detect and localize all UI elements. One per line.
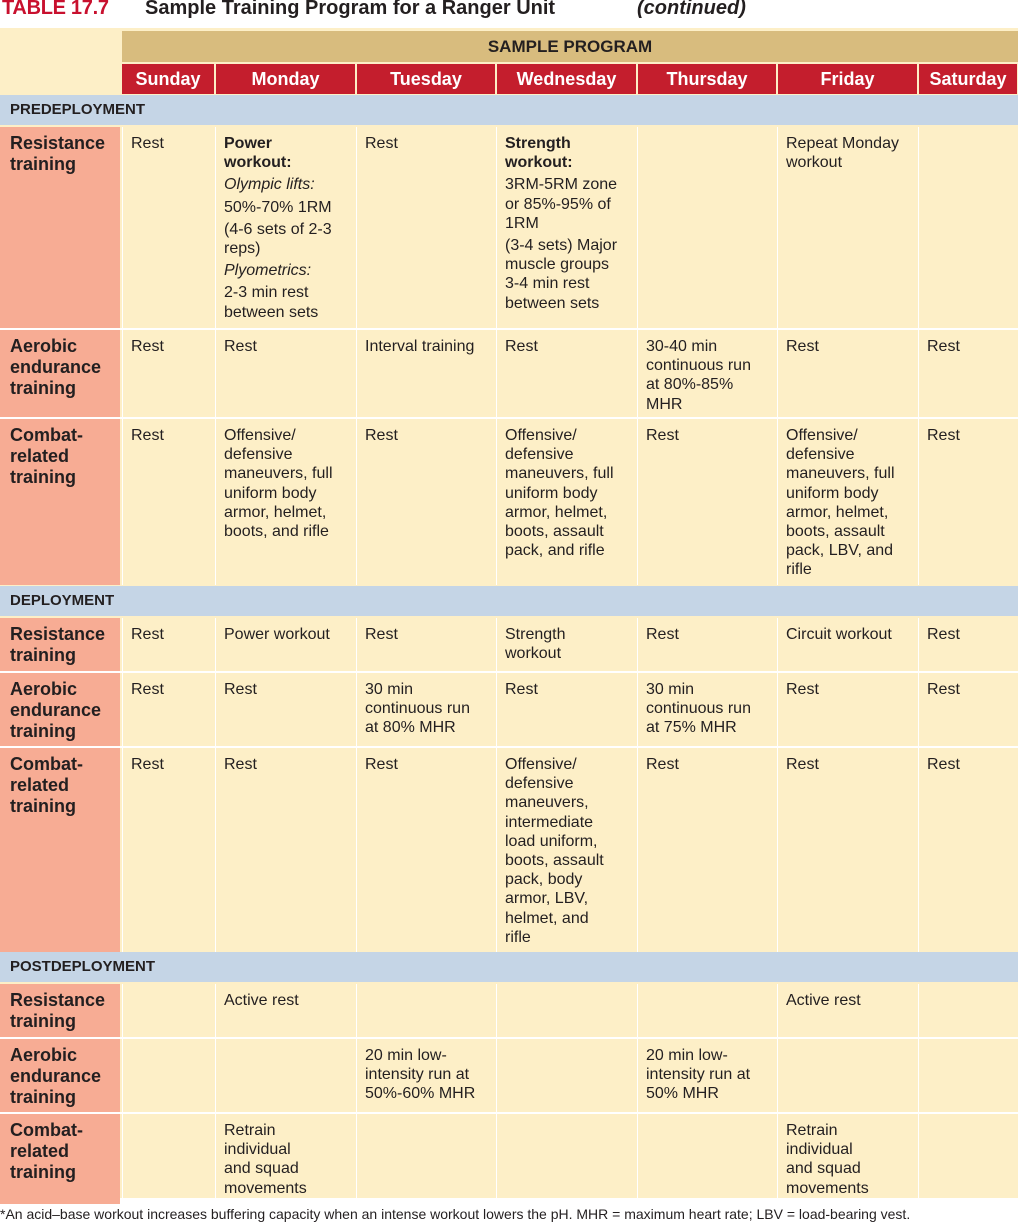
schedule-cell-sunday [131,426,212,448]
row-label-text: Combat- related training [10,754,83,816]
column-divider [496,1114,497,1204]
column-divider [356,330,357,417]
day-header-friday: Friday [778,64,917,94]
schedule-cell-friday [786,337,915,359]
schedule-cell-tuesday [365,337,493,359]
cell-text: Rest [365,756,398,773]
schedule-cell-saturday [927,755,1015,777]
column-divider [356,1039,357,1112]
row-divider [0,1112,1018,1114]
cell-text: Rest [365,427,398,444]
day-header-thursday: Thursday [638,64,776,94]
cell-text: Rest [131,338,164,355]
column-divider [215,330,216,417]
footnote: *An acid–base workout increases buffering capacity when an intense workout lowers the pH. MHR = maximum heart rate; LBV = load-bearing vest. [0,1206,911,1222]
day-header-wednesday: Wednesday [497,64,636,94]
column-divider [777,1039,778,1112]
schedule-cell-wednesday [505,755,634,950]
cell-text: Offensive/ defensive maneuvers, full uniform body armor, helmet, boots, assault pack, and rifle [505,427,614,560]
cell-text: Rest [927,756,960,773]
schedule-cell-thursday [646,755,774,777]
schedule-cell-tuesday [365,426,493,448]
cell-text: Rest [131,626,164,643]
cell-text: 20 min low- intensity run at 50%-60% MHR [365,1047,476,1103]
column-divider [637,419,638,585]
column-divider [122,984,123,1037]
schedule-cell-sunday [131,625,212,647]
column-divider [918,1039,919,1112]
column-divider [496,673,497,746]
day-header-saturday: Saturday [919,64,1017,94]
schedule-cell-tuesday [365,680,493,741]
schedule-cell-friday [786,625,915,647]
schedule-cell-tuesday [365,134,493,156]
schedule-cell-tuesday [365,625,493,647]
column-divider [122,1039,123,1112]
row-label-resistance [0,127,120,328]
column-divider [215,673,216,746]
row-label-text: Aerobic endurance training [10,679,102,741]
row-divider [0,1037,1018,1039]
cell-text: Rest [131,681,164,698]
cell-text: Rest [365,135,398,152]
cell-text: Rest [927,338,960,355]
column-divider [918,127,919,328]
schedule-cell-friday [786,426,915,583]
column-divider [777,330,778,417]
column-divider [777,673,778,746]
cell-text: Rest [927,681,960,698]
row-label-text: Aerobic endurance training [10,336,102,398]
column-divider [637,1114,638,1204]
column-divider [777,618,778,671]
column-divider [496,618,497,671]
schedule-cell-wednesday [505,625,634,666]
schedule-cell-monday [224,1121,353,1201]
column-divider [918,618,919,671]
column-divider [637,1039,638,1112]
column-divider [122,127,123,328]
column-divider [918,673,919,746]
cell-text: Rest [131,756,164,773]
row-label-text: Combat- related training [10,1120,83,1182]
row-label-text: Aerobic endurance training [10,1045,102,1107]
row-label-text: Resistance training [10,133,106,174]
column-divider [356,748,357,953]
column-divider [918,748,919,953]
column-divider [356,127,357,328]
table-number: TABLE 17.7 [2,0,109,19]
cell-text: Rest [131,135,164,152]
row-label-aerobic [0,330,120,417]
column-divider [122,419,123,585]
column-divider [215,748,216,953]
column-divider [918,984,919,1037]
row-label-text: Resistance training [10,990,106,1031]
cell-text: Rest [786,756,819,773]
schedule-cell-sunday [131,680,212,702]
schedule-cell-friday [786,1121,915,1201]
column-divider [215,1039,216,1112]
cell-text: Rest [646,756,679,773]
sample-program-header: SAMPLE PROGRAM [122,31,1018,62]
schedule-cell-tuesday [365,755,493,777]
column-divider [215,127,216,328]
column-divider [215,1114,216,1204]
column-divider [637,984,638,1037]
row-divider [0,328,1018,330]
schedule-cell-sunday [131,337,212,359]
cell-text: Rest [927,427,960,444]
schedule-cell-friday [786,680,915,702]
cell-text: Power workout: [224,135,292,172]
column-divider [637,618,638,671]
schedule-cell-monday [224,134,353,325]
column-divider [777,127,778,328]
cell-text: 30-40 min continuous run at 80%-85% MHR [646,338,751,413]
schedule-cell-thursday [646,625,774,647]
column-divider [496,127,497,328]
column-divider [496,330,497,417]
cell-text: 50%-70% 1RM [224,198,332,216]
cell-text: 2-3 min rest between sets [224,284,319,321]
schedule-cell-saturday [927,625,1015,647]
schedule-cell-wednesday [505,426,634,563]
cell-text: Offensive/ defensive maneuvers, full uniform body armor, helmet, boots, and rifle [224,427,333,541]
cell-text: Rest [131,427,164,444]
schedule-cell-monday [224,426,353,544]
cell-text: 3RM-5RM zone or 85%-95% of 1RM [505,176,618,232]
table-title [0,0,1018,26]
cell-text: Rest [505,681,538,698]
cell-text: Power workout [224,626,330,643]
row-label-combat [0,748,120,953]
cell-text: 30 min continuous run at 80% MHR [365,681,470,737]
cell-text: Rest [927,626,960,643]
cell-text: Retrain individual and squad movements [786,1122,869,1197]
cell-text: Repeat Monday workout [786,135,899,172]
row-divider [0,746,1018,748]
section-title: PREDEPLOYMENT [10,101,146,118]
cell-text: Olympic lifts: [224,176,315,194]
column-divider [215,419,216,585]
schedule-cell-thursday [646,337,774,417]
cell-text: Rest [646,626,679,643]
row-label-combat [0,419,120,585]
schedule-cell-friday [786,991,915,1013]
schedule-cell-saturday [927,426,1015,448]
cell-text: Rest [224,338,257,355]
column-divider [356,984,357,1037]
schedule-cell-friday [786,755,915,777]
cell-text: Rest [646,427,679,444]
cell-text: Rest [505,338,538,355]
table-caption: Sample Training Program for a Ranger Unit [145,0,556,19]
column-divider [122,330,123,417]
schedule-cell-thursday [646,680,774,741]
column-divider [777,419,778,585]
row-label-text: Resistance training [10,624,106,665]
row-label-combat [0,1114,120,1204]
column-divider [637,748,638,953]
column-divider [496,1039,497,1112]
row-label-resistance [0,618,120,671]
schedule-cell-monday [224,337,353,359]
schedule-cell-wednesday [505,134,634,316]
schedule-cell-wednesday [505,337,634,359]
column-divider [122,1114,123,1204]
column-divider [496,984,497,1037]
cell-text: Rest [365,626,398,643]
cell-text: Offensive/ defensive maneuvers, intermediate load uniform, boots, assault pack, body armor, LBV, helmet, and rifle [505,756,604,946]
cell-text: Rest [786,338,819,355]
column-divider [496,419,497,585]
column-divider [496,748,497,953]
section-title: POSTDEPLOYMENT [10,958,156,975]
column-divider [356,1114,357,1204]
cell-text: Rest [786,681,819,698]
column-divider [918,1114,919,1204]
cell-text: Strength workout: [505,135,573,172]
row-divider [0,417,1018,419]
day-header-tuesday: Tuesday [357,64,495,94]
schedule-cell-tuesday [365,1046,493,1107]
cell-text: Retrain individual and squad movements [224,1122,307,1197]
column-divider [777,748,778,953]
column-divider [356,618,357,671]
cell-text: Rest [224,681,257,698]
column-divider [122,673,123,746]
row-divider [0,671,1018,673]
column-divider [122,618,123,671]
section-header-predeployment [0,95,1018,125]
schedule-cell-monday [224,680,353,702]
column-divider [777,984,778,1037]
column-divider [918,419,919,585]
section-header-deployment [0,586,1018,616]
column-divider [637,330,638,417]
section-title: DEPLOYMENT [10,592,115,609]
schedule-cell-wednesday [505,680,634,702]
schedule-cell-thursday [646,1046,774,1107]
schedule-cell-saturday [927,337,1015,359]
column-divider [637,127,638,328]
cell-text: Plyometrics: [224,262,312,280]
column-divider [777,1114,778,1204]
day-header-monday: Monday [216,64,355,94]
column-divider [356,673,357,746]
cell-text: 20 min low- intensity run at 50% MHR [646,1047,751,1103]
schedule-cell-monday [224,625,353,647]
cell-text: Strength workout [505,626,566,663]
cell-text: Rest [224,756,257,773]
row-label-text: Combat- related training [10,425,83,487]
column-divider [215,618,216,671]
cell-text: Interval training [365,338,475,355]
schedule-cell-sunday [131,755,212,777]
cell-text: (4-6 sets of 2-3 reps) [224,220,332,258]
cell-text: 30 min continuous run at 75% MHR [646,681,751,737]
cell-text: Active rest [224,992,299,1009]
cell-text: (3-4 sets) Major muscle groups 3-4 min rest between sets [505,237,618,312]
table-continued: (continued) [637,0,746,19]
schedule-cell-monday [224,755,353,777]
row-label-aerobic [0,673,120,746]
row-label-resistance [0,984,120,1037]
column-divider [122,748,123,953]
row-label-aerobic [0,1039,120,1112]
column-divider [215,984,216,1037]
schedule-cell-saturday [927,680,1015,702]
cell-text: Offensive/ defensive maneuvers, full uniform body armor, helmet, boots, assault pack, LBV, and rifle [786,427,895,579]
column-divider [918,330,919,417]
column-divider [356,419,357,585]
schedule-cell-friday [786,134,915,175]
section-header-postdeployment [0,952,1018,982]
schedule-cell-sunday [131,134,212,156]
column-divider [637,673,638,746]
cell-text: Circuit workout [786,626,892,643]
schedule-cell-thursday [646,426,774,448]
schedule-cell-monday [224,991,353,1013]
day-header-sunday: Sunday [122,64,214,94]
cell-text: Active rest [786,992,861,1009]
